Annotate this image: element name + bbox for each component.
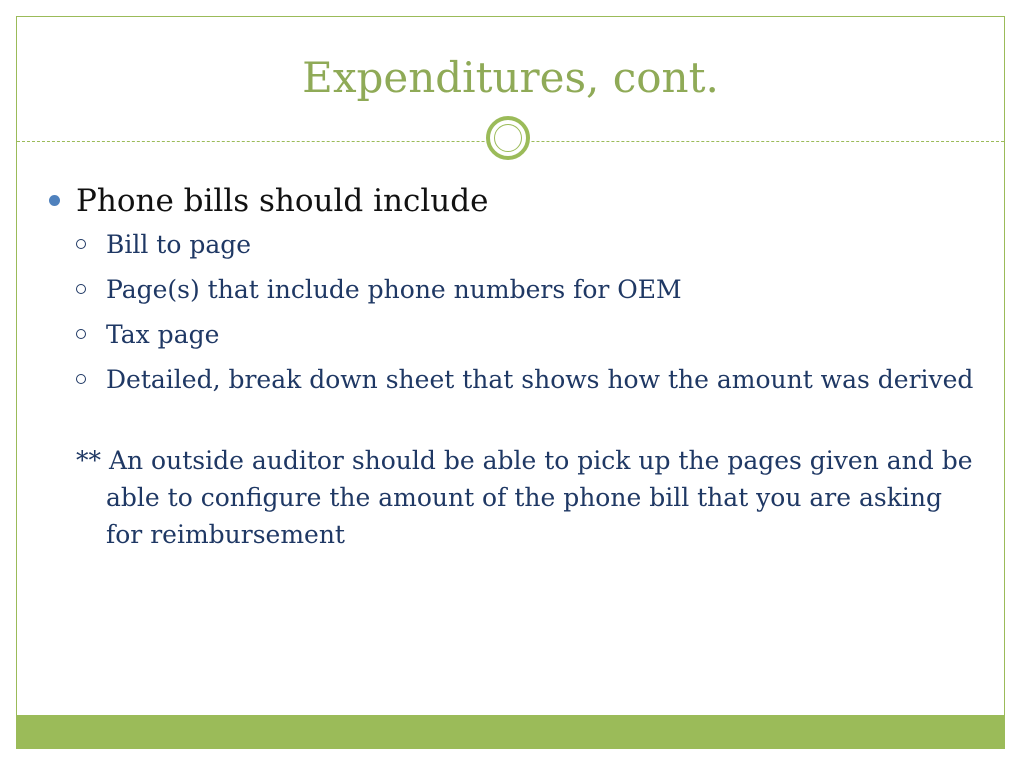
bullet-item (46, 178, 976, 224)
ring-bullet-icon (76, 239, 86, 249)
divider-circle-ornament (486, 116, 530, 160)
sub-item (46, 316, 976, 353)
slide-title: Expenditures, cont. (302, 53, 719, 102)
bullet-text: Phone bills should include (76, 183, 489, 219)
sub-item (46, 226, 976, 263)
sub-item-text: Bill to page (106, 230, 252, 259)
bullet-dot-icon (49, 195, 60, 206)
sub-item (46, 271, 976, 308)
sub-item-text: Detailed, break down sheet that shows how the amount was derived (106, 365, 974, 394)
sub-item-text: Page(s) that include phone numbers for OEM (106, 275, 682, 304)
ring-bullet-icon (76, 284, 86, 294)
slide-content (46, 178, 976, 578)
footer-accent-bar (17, 715, 1004, 748)
auditor-note: ** An outside auditor should be able to pick up the pages given and be able to configure the amount of the phone bill that you are asking for reimbursement (76, 446, 973, 549)
sub-item-text: Tax page (106, 320, 220, 349)
sub-item (46, 361, 976, 398)
ring-bullet-icon (76, 329, 86, 339)
ring-bullet-icon (76, 374, 86, 384)
